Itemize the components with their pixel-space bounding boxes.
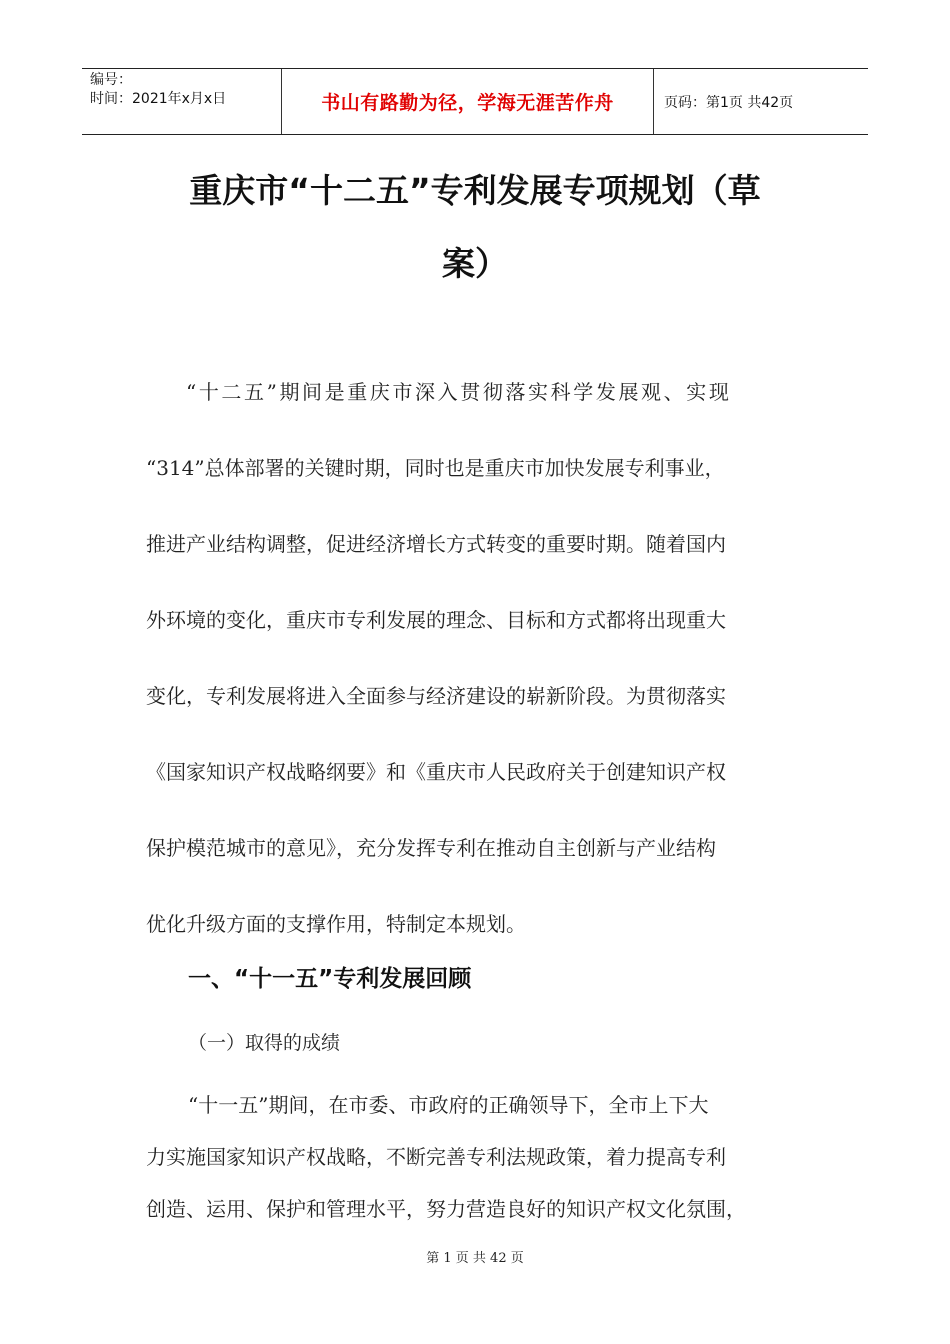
document-title-line-1: 重庆市“十二五”专利发展专项规划（草 <box>189 171 761 210</box>
paragraph-line: 外环境的变化，重庆市专利发展的理念、目标和方式都将出现重大 <box>146 608 726 632</box>
paragraph-line: 保护模范城市的意见》，充分发挥专利在推动自主创新与产业结构 <box>146 836 716 860</box>
document-title-line-2: 案） <box>442 244 508 283</box>
paragraph-line: 《国家知识产权战略纲要》和《重庆市人民政府关于创建知识产权 <box>146 760 726 784</box>
document-header <box>82 68 868 135</box>
intro-paragraph <box>146 377 810 985</box>
header-meta <box>82 69 282 134</box>
subsection-heading: （一）取得的成绩 <box>188 1032 341 1054</box>
page-footer: 第 1 页 共 42 页 <box>426 1251 524 1266</box>
document-number-label: 编号： <box>90 72 132 88</box>
paragraph-line: 推进产业结构调整，促进经济增长方式转变的重要时期。随着国内 <box>146 532 726 556</box>
paragraph-line: 变化，专利发展将进入全面参与经济建设的崭新阶段。为贯彻落实 <box>146 684 726 708</box>
header-motto: 书山有路勤为径，学海无涯苦作舟 <box>282 69 654 134</box>
paragraph-line: “十一五”期间，在市委、市政府的正确领导下，全市上下大 <box>188 1093 709 1117</box>
header-page-info: 页码：第1页 共42页 <box>664 94 794 111</box>
section-paragraph <box>146 1090 810 1246</box>
paragraph-line: 力实施国家知识产权战略，不断完善专利法规政策，着力提高专利 <box>146 1145 726 1169</box>
paragraph-line: “314”总体部署的关键时期，同时也是重庆市加快发展专利事业， <box>146 456 725 480</box>
document-date-label: 时间：2021年x月x日 <box>90 91 227 107</box>
paragraph-line: 优化升级方面的支撑作用，特制定本规划。 <box>146 912 526 936</box>
paragraph-line: 创造、运用、保护和管理水平，努力营造良好的知识产权文化氛围， <box>146 1197 746 1221</box>
section-heading: 一、“十一五”专利发展回顾 <box>188 966 472 992</box>
paragraph-line: “十二五”期间是重庆市深入贯彻落实科学发展观、实现 <box>186 380 732 404</box>
